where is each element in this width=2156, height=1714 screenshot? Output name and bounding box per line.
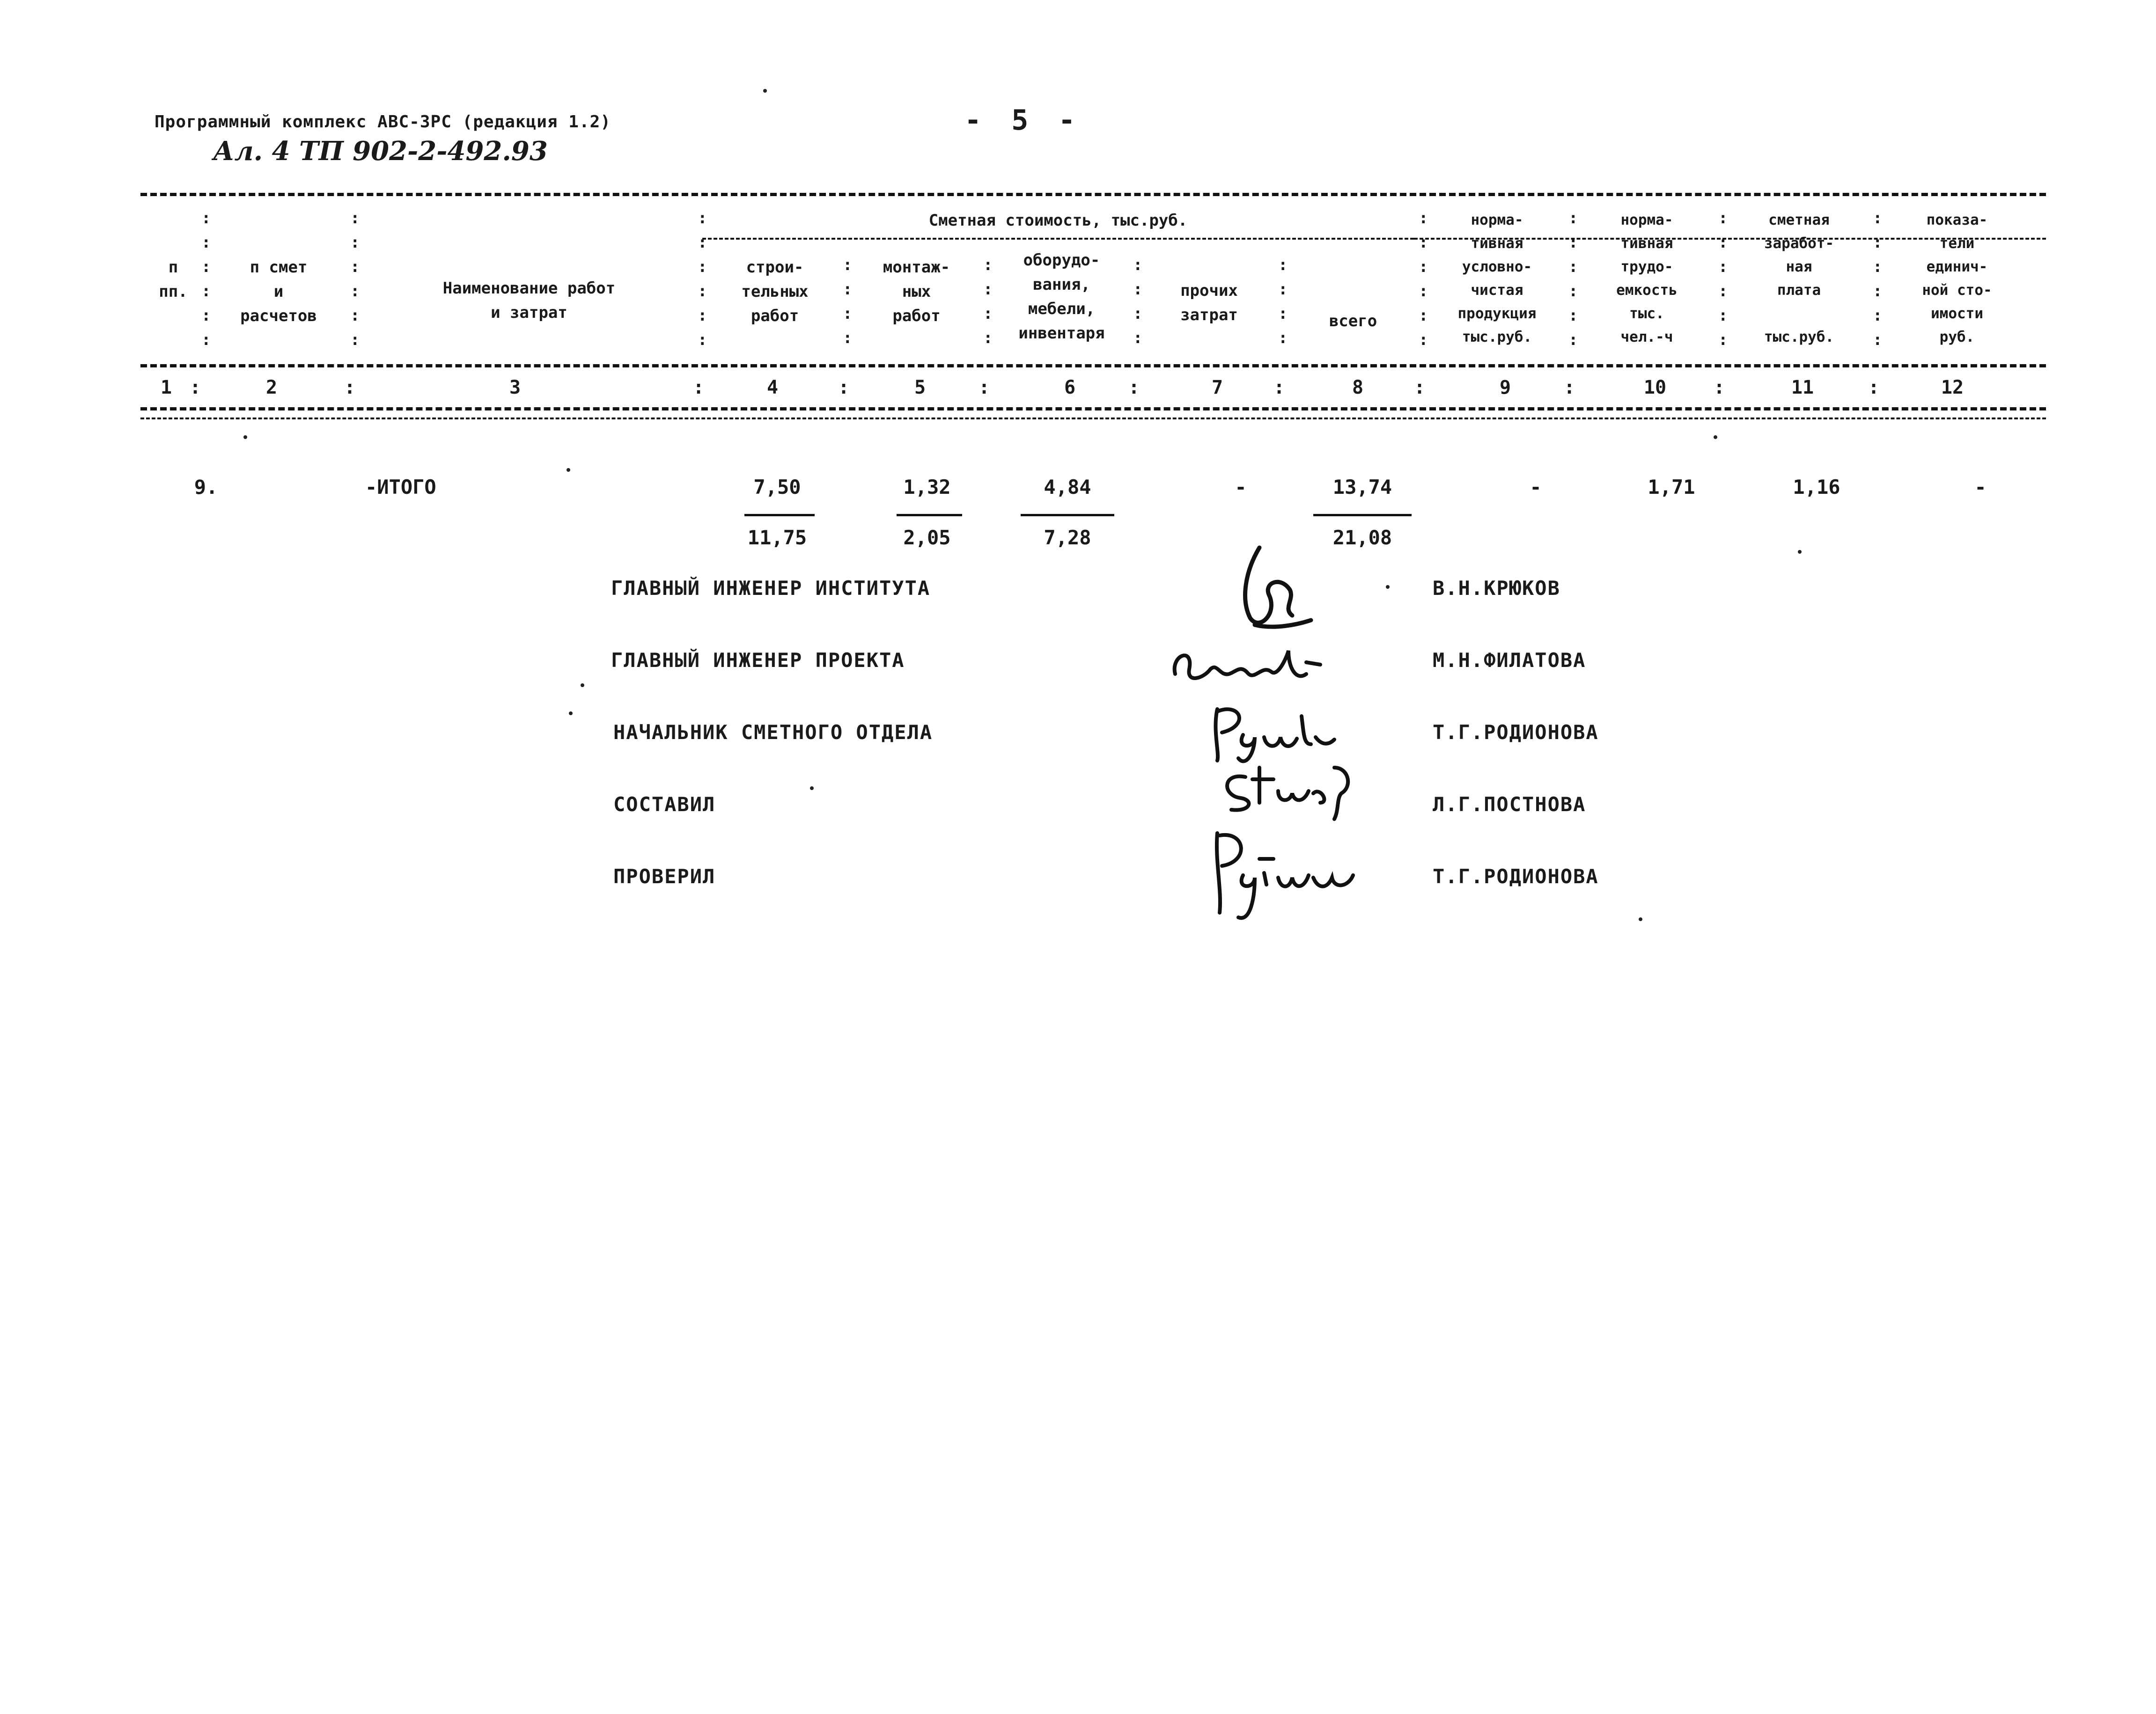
cost-total-top: 13,74 — [1332, 476, 1392, 498]
signature-1 — [1199, 538, 1339, 646]
name-chief-engineer-project: М.Н.ФИЛАТОВА — [1433, 649, 1586, 672]
header-c11: сметная заработ- ная плата тыс.руб. — [1764, 212, 1834, 345]
scan-speck — [1798, 550, 1802, 554]
signature-2 — [1166, 637, 1344, 697]
header-c4: строи- тельных работ — [741, 258, 809, 325]
fraction-line — [1021, 514, 1114, 516]
column-number-separator: : — [1714, 377, 1725, 398]
wages: 1,16 — [1793, 476, 1840, 498]
separator: : : : : : : — [201, 209, 211, 349]
header-c8: всего — [1329, 312, 1377, 330]
signature-4 — [1208, 758, 1367, 824]
scan-speck — [810, 786, 814, 790]
column-number: 11 — [1791, 377, 1814, 398]
scan-speck — [581, 683, 584, 687]
fraction-line — [1313, 514, 1412, 516]
cost-other: - — [1235, 476, 1247, 498]
scan-speck — [1639, 917, 1642, 921]
scan-speck — [569, 711, 573, 715]
table-top-rule — [140, 193, 2046, 196]
header-c6: оборудо- вания, мебели, инвентаря — [1018, 251, 1105, 343]
header-c7: прочих затрат — [1180, 281, 1238, 324]
column-number: 2 — [265, 377, 278, 398]
column-number: 6 — [1064, 377, 1076, 398]
role-chief-engineer-project: ГЛАВНЫЙ ИНЖЕНЕР ПРОЕКТА — [611, 649, 905, 672]
column-number-separator: : — [1868, 377, 1880, 398]
role-compiled-by: СОСТАВИЛ — [613, 793, 716, 816]
separator: : : : : : : — [698, 209, 707, 349]
net-product: - — [1530, 476, 1542, 498]
column-number: 7 — [1211, 377, 1223, 398]
column-number-separator: : — [190, 377, 201, 398]
separator: : : : : — [1278, 256, 1288, 347]
separator: : : : : — [983, 256, 993, 347]
header-c12: показа- тели единич- ной сто- имости руб. — [1922, 212, 1992, 345]
scan-speck — [567, 468, 570, 472]
name-chief-engineer-institute: В.Н.КРЮКОВ — [1433, 577, 1560, 600]
numbers-bottom-rule-2 — [140, 418, 2046, 419]
fraction-line — [897, 514, 962, 516]
handwritten-ref: Ал. 4 ТП 902-2-492.93 — [213, 136, 548, 167]
header-c2: п смет и расчетов — [240, 258, 317, 325]
name-head-estimate-dept: Т.Г.РОДИОНОВА — [1433, 721, 1599, 744]
column-number: 5 — [914, 377, 926, 398]
role-checked-by: ПРОВЕРИЛ — [613, 865, 716, 888]
cost-installation-top: 1,32 — [903, 476, 951, 498]
row-number: 9. — [194, 476, 218, 498]
program-line: Программный комплекс АВС-3РС (редакция 1.2) — [155, 112, 611, 132]
cost-equipment-bottom: 7,28 — [1044, 526, 1091, 549]
separator: : : : : : : — [1718, 209, 1728, 349]
header-c1: п пп. — [159, 258, 188, 301]
cost-total-bottom: 21,08 — [1332, 526, 1392, 549]
separator: : : : : — [1133, 256, 1143, 347]
page-number: - 5 - — [964, 104, 1082, 137]
cost-installation-bottom: 2,05 — [903, 526, 951, 549]
name-checked-by: Т.Г.РОДИОНОВА — [1433, 865, 1599, 888]
separator: : : : : : : — [1873, 209, 1883, 349]
numbers-bottom-rule — [140, 407, 2046, 410]
separator: : : : : — [843, 256, 853, 347]
column-number: 9 — [1499, 377, 1511, 398]
column-number-separator: : — [1128, 377, 1140, 398]
column-number: 1 — [160, 377, 172, 398]
role-chief-engineer-institute: ГЛАВНЫЙ ИНЖЕНЕР ИНСТИТУТА — [611, 577, 931, 600]
column-number: 12 — [1941, 377, 1964, 398]
role-head-estimate-dept: НАЧАЛЬНИК СМЕТНОГО ОТДЕЛА — [613, 721, 933, 744]
unit-cost: - — [1974, 476, 1987, 498]
header-c9: норма- тивная условно- чистая продукция тыс.руб. — [1457, 212, 1537, 345]
column-number-separator: : — [1273, 377, 1285, 398]
separator: : : : : : : — [1419, 209, 1428, 349]
column-number: 4 — [766, 377, 779, 398]
column-number-separator: : — [979, 377, 990, 398]
header-cost-group: Сметная стоимость, тыс.руб. — [928, 211, 1188, 230]
row-name: -ИТОГО — [365, 476, 436, 498]
scan-speck — [1714, 435, 1717, 439]
column-number: 10 — [1643, 377, 1667, 398]
scan-speck — [1386, 585, 1390, 589]
name-compiled-by: Л.Г.ПОСТНОВА — [1433, 793, 1586, 816]
signature-5 — [1199, 824, 1372, 931]
column-number-separator: : — [1564, 377, 1575, 398]
scan-speck — [243, 435, 247, 439]
cost-construction-bottom: 11,75 — [747, 526, 807, 549]
separator: : : : : : : — [1568, 209, 1578, 349]
column-number-separator: : — [1414, 377, 1426, 398]
cost-group-rule — [702, 238, 1414, 240]
column-number: 8 — [1352, 377, 1364, 398]
fraction-line — [744, 514, 815, 516]
scan-speck — [763, 89, 767, 93]
header-c3: Наименование работ и затрат — [442, 279, 616, 322]
column-number: 3 — [509, 377, 521, 398]
column-number-separator: : — [693, 377, 705, 398]
header-c10: норма- тивная трудо- емкость тыс. чел.-ч — [1616, 212, 1678, 345]
cost-construction-top: 7,50 — [753, 476, 801, 498]
separator: : : : : : : — [350, 209, 360, 349]
cost-equipment-top: 4,84 — [1044, 476, 1091, 498]
labor-intensity: 1,71 — [1648, 476, 1695, 498]
column-number-separator: : — [838, 377, 850, 398]
column-number-separator: : — [344, 377, 356, 398]
header-c5: монтаж- ных работ — [883, 258, 950, 325]
signature-3 — [1203, 697, 1353, 768]
header-bottom-rule — [140, 364, 2046, 367]
